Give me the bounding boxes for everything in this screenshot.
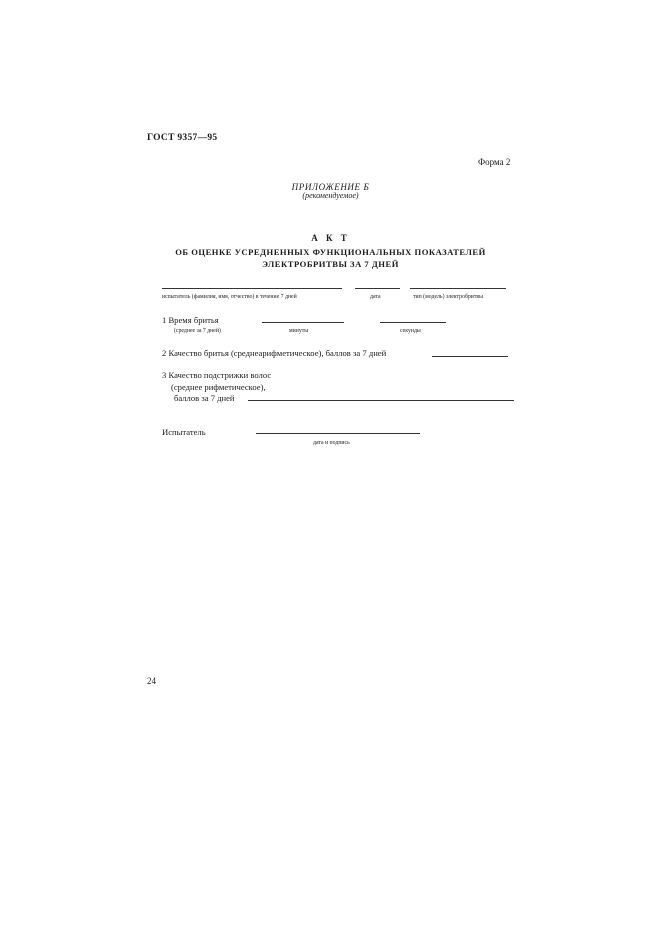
form-label: Форма 2	[478, 157, 511, 167]
standard-number: ГОСТ 9357—95	[147, 133, 218, 143]
minutes-caption: минуты	[289, 328, 309, 334]
item-3-sub1: (среднее рифметическое),	[171, 382, 266, 392]
date-caption: дата	[370, 294, 381, 300]
appendix-title: ПРИЛОЖЕНИЕ Б	[291, 182, 370, 192]
item-3-sub2: баллов за 7 дней	[174, 393, 235, 403]
date-field[interactable]	[355, 288, 400, 289]
shave-quality-field[interactable]	[432, 356, 508, 357]
seconds-caption: секунды	[400, 328, 421, 334]
item-1-label: 1 Время бритья	[162, 315, 219, 325]
item-1-sub: (среднее за 7 дней)	[174, 328, 221, 334]
act-title-line1: ОБ ОЦЕНКЕ УСРЕДНЕННЫХ ФУНКЦИОНАЛЬНЫХ ПОКАЗАТЕЛЕЙ	[175, 247, 486, 257]
trim-quality-field[interactable]	[248, 400, 514, 401]
act-title-line2: ЭЛЕКТРОБРИТВЫ ЗА 7 ДНЕЙ	[262, 259, 399, 269]
signature-label: Испытатель	[162, 427, 206, 437]
minutes-field[interactable]	[262, 322, 344, 323]
model-field[interactable]	[410, 288, 506, 289]
signature-caption: дата и подпись	[313, 440, 350, 446]
model-caption: тип (модель) электробритвы	[413, 294, 484, 300]
page-number: 24	[147, 676, 156, 686]
seconds-field[interactable]	[380, 322, 446, 323]
signature-field[interactable]	[256, 433, 420, 434]
item-3-label: 3 Качество подстрижки волос	[162, 370, 272, 380]
tester-caption: испытатель (фамилия, имя, отчество) в течение 7 дней	[162, 294, 297, 300]
act-title: А К Т	[311, 233, 350, 243]
item-2-label: 2 Качество бритья (среднеарифметическое), баллов за 7 дней	[162, 348, 387, 358]
tester-name-field[interactable]	[162, 288, 342, 289]
appendix-subtitle: (рекомендуемое)	[302, 191, 359, 200]
